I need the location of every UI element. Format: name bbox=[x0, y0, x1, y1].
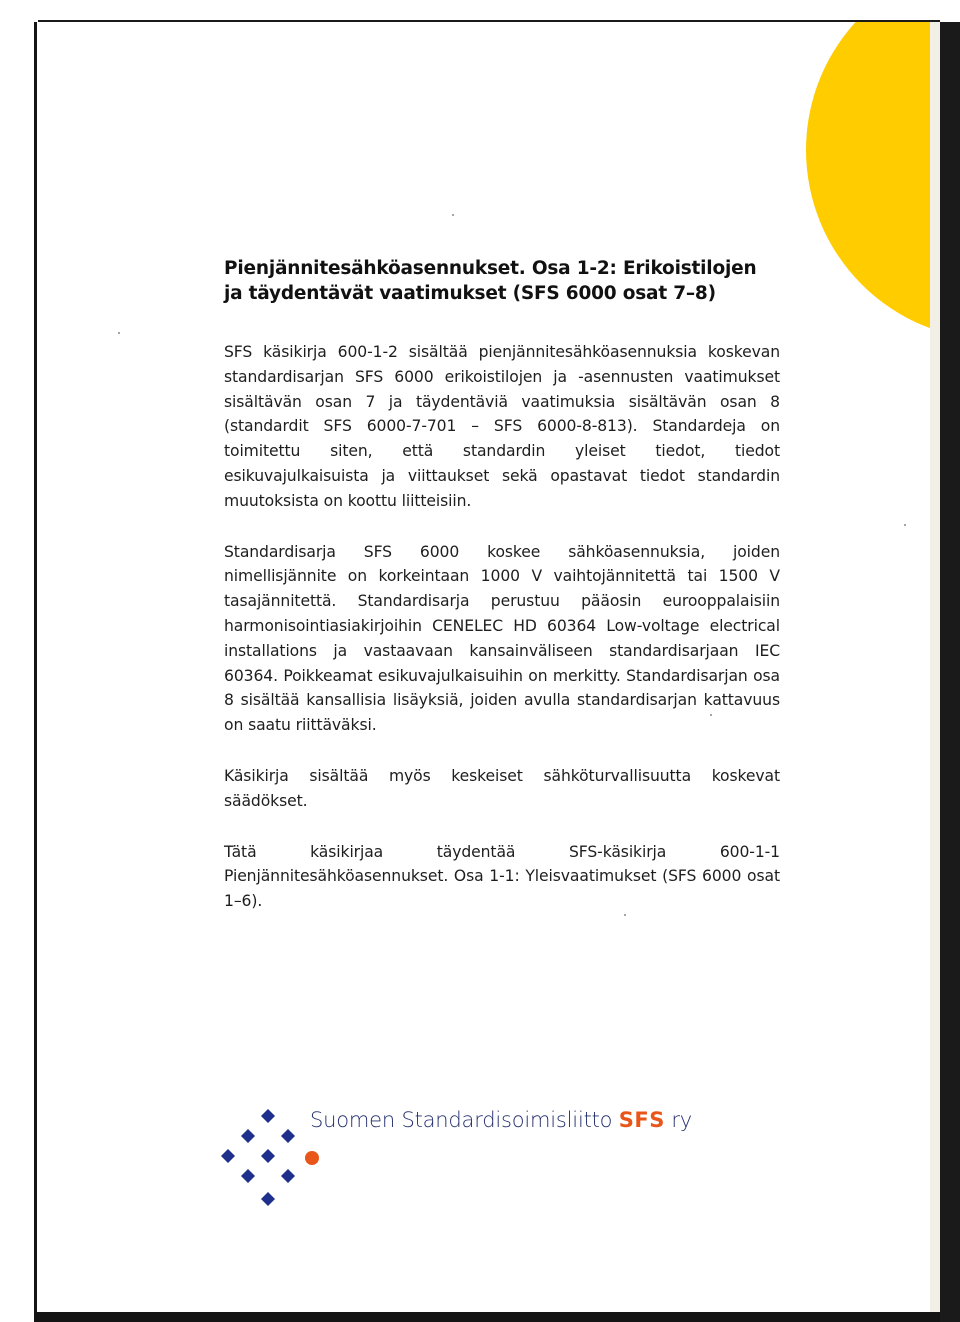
scan-speck bbox=[710, 714, 712, 716]
description-paragraph: Standardisarja SFS 6000 koskee sähköasennuksia, joiden nimellisjännite on korkeintaan 1000 V vaihtojännitettä tai 1500 V tasajännitettä. Standardisarja perustuu pääosin eurooppalaisiin harmonisointiasiakirjoihin CENELEC HD 60364 Low-voltage electrical installations ja vastaavaan kansainväliseen standardisarjaan IEC 60364. Poikkeamat esikuvajulkaisuihin on merkitty. Standardisarjan osa 8 sisältää kansallisia lisäyksiä, joiden avulla standardisarjan kattavuus on saatu riittäväksi. bbox=[224, 542, 780, 735]
description-paragraph: Tätä käsikirjaa täydentää SFS-käsikirja 600-1-1 Pienjännitesähköasennukset. Osa 1-1: Yleisvaatimukset (SFS 6000 osat 1–6). bbox=[224, 842, 780, 911]
book-title bbox=[224, 256, 780, 306]
description-paragraph: Käsikirja sisältää myös keskeiset sähköturvallisuutta koskevat säädökset. bbox=[224, 766, 780, 810]
publisher-suffix: ry bbox=[671, 1108, 693, 1132]
scan-speck bbox=[118, 332, 120, 334]
scan-right-edge bbox=[940, 22, 960, 1322]
yellow-circle-decoration bbox=[806, 22, 940, 340]
description-paragraph: SFS käsikirja 600-1-2 sisältää pienjännitesähköasennuksia koskevan standardisarjan SFS 6000 erikoistilojen ja -asennusten vaatimukset sisältävän osan 7 ja täydentäviä vaatimuksia sisältävän osan 8 (standardit SFS 6000-7-701 – SFS 6000-8-813). Standardeja on toimitettu siten, että standardin yleiset tiedot, tiedot esikuvajulkaisuista ja viittaukset sekä opastavat tiedot standardin muutoksista on koottu liitteisiin. bbox=[224, 343, 780, 510]
book-title-line-1: Pienjännitesähköasennukset. Osa 1-2: Erikoistilojen bbox=[224, 258, 757, 279]
back-cover-text bbox=[224, 256, 780, 940]
logo-diamond bbox=[281, 1129, 295, 1143]
logo-diamond bbox=[261, 1109, 275, 1123]
publisher-brand: SFS bbox=[618, 1108, 665, 1132]
scan-speck bbox=[452, 214, 454, 216]
publisher-name-text: Suomen Standardisoimisliitto bbox=[310, 1108, 613, 1132]
scan-top-edge bbox=[0, 0, 960, 22]
spine-edge bbox=[930, 22, 940, 1312]
logo-diamond bbox=[261, 1192, 275, 1206]
scan-speck bbox=[624, 914, 626, 916]
publisher-name bbox=[310, 1108, 692, 1132]
scan-left-edge bbox=[34, 22, 37, 1312]
logo-diamond bbox=[261, 1149, 275, 1163]
logo-diamond bbox=[241, 1129, 255, 1143]
logo-diamond bbox=[221, 1149, 235, 1163]
scan-speck bbox=[904, 524, 906, 526]
book-title-line-2: ja täydentävät vaatimukset (SFS 6000 osat 7–8) bbox=[224, 283, 716, 304]
logo-orange-dot bbox=[305, 1151, 319, 1165]
scan-bottom-edge bbox=[34, 1312, 960, 1322]
logo-diamond bbox=[241, 1169, 255, 1183]
logo-diamond bbox=[281, 1169, 295, 1183]
